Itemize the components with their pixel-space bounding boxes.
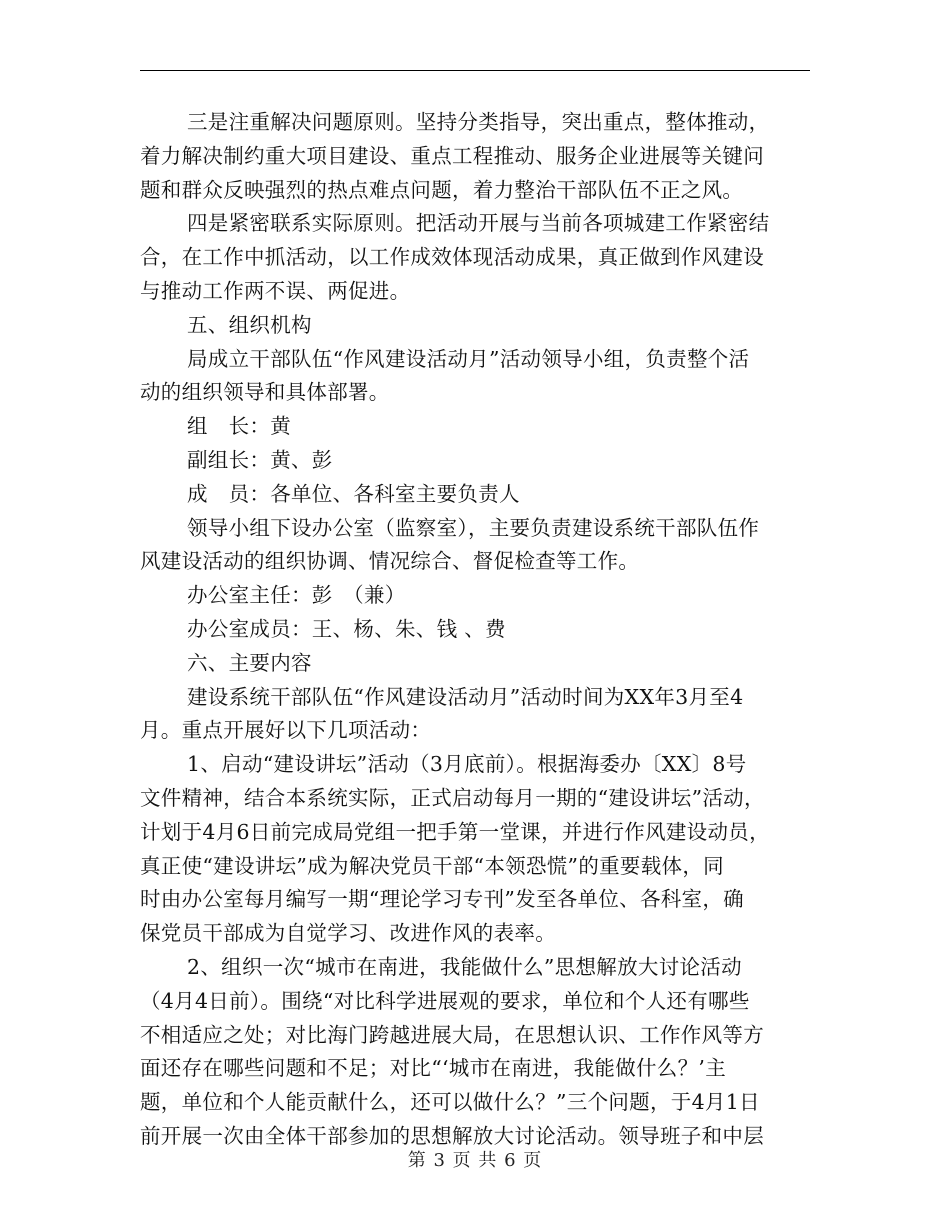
text-line: 2、组织一次“城市在南进，我能做什么”思想解放大讨论活动 <box>187 954 742 979</box>
text-line: 办公室主任：彭 （兼） <box>187 583 406 608</box>
text-line: 合，在工作中抓活动，以工作成效体现活动成果，真正做到作风建设 <box>140 245 764 270</box>
text-line: 三是注重解决问题原则。坚持分类指导，突出重点，整体推动， <box>187 110 770 134</box>
header-rule <box>140 70 810 71</box>
text-line: 办公室成员：王、杨、朱、钱 、费 <box>187 616 506 641</box>
text-line: 六、主要内容 <box>187 650 312 675</box>
text-line: 不相适应之处；对比海门跨越进展大局，在思想认识、工作作风等方 <box>140 1022 764 1047</box>
page-number-footer: 第 3 页 共 6 页 <box>407 1150 543 1171</box>
text-line: （4月4日前）。围绕“对比科学进展观的要求，单位和个人还有哪些 <box>140 988 750 1013</box>
text-line: 1、启动“建设讲坛”活动（3月底前）。根据海委办〔XX〕8号 <box>187 752 747 777</box>
text-line: 局成立干部队伍“作风建设活动月”活动领导小组，负责整个活 <box>187 346 750 371</box>
text-line: 着力解决制约重大项目建设、重点工程推动、服务企业进展等关键问 <box>140 143 764 168</box>
text-line: 与推动工作两不误、两促进。 <box>140 278 411 303</box>
text-line: 计划于4月6日前完成局党组一把手第一堂课，并进行作风建设动员， <box>140 819 770 844</box>
text-line: 建设系统干部队伍“作风建设活动月”活动时间为XX年3月至4 <box>187 684 744 709</box>
text-line: 保党员干部成为自觉学习、改进作风的表率。 <box>140 921 556 946</box>
text-line: 文件精神，结合本系统实际，正式启动每月一期的“建设讲坛”活动， <box>140 785 765 810</box>
text-line: 时由办公室每月编写一期“理论学习专刊”发至各单位、各科室，确 <box>140 887 744 912</box>
text-line: 动的组织领导和具体部署。 <box>140 380 390 405</box>
text-line: 面还存在哪些问题和不足；对比“‘城市在南进，我能做什么？’主 <box>140 1056 727 1081</box>
text-line: 领导小组下设办公室（监察室），主要负责建设系统干部队伍作 <box>187 515 760 540</box>
text-line: 题和群众反映强烈的热点难点问题，着力整治干部队伍不正之风。 <box>140 177 744 202</box>
text-line: 前开展一次由全体干部参加的思想解放大讨论活动。领导班子和中层 <box>140 1123 764 1148</box>
document-body <box>140 106 810 1154</box>
text-line: 真正使“建设讲坛”成为解决党员干部“本领恐慌”的重要载体，同 <box>140 853 724 878</box>
text-line: 四是紧密联系实际原则。把活动开展与当前各项城建工作紧密结 <box>187 211 770 236</box>
text-line: 成 员：各单位、各科室主要负责人 <box>187 481 520 506</box>
text-line: 题，单位和个人能贡献什么，还可以做什么？”三个问题，于4月1日 <box>140 1090 760 1115</box>
text-line: 风建设活动的组织协调、情况综合、督促检查等工作。 <box>140 549 640 574</box>
text-line: 月。重点开展好以下几项活动： <box>140 718 432 743</box>
text-line: 副组长：黄、彭 <box>187 447 333 472</box>
text-line: 组 长：黄 <box>187 414 291 439</box>
text-line: 五、组织机构 <box>187 312 312 337</box>
